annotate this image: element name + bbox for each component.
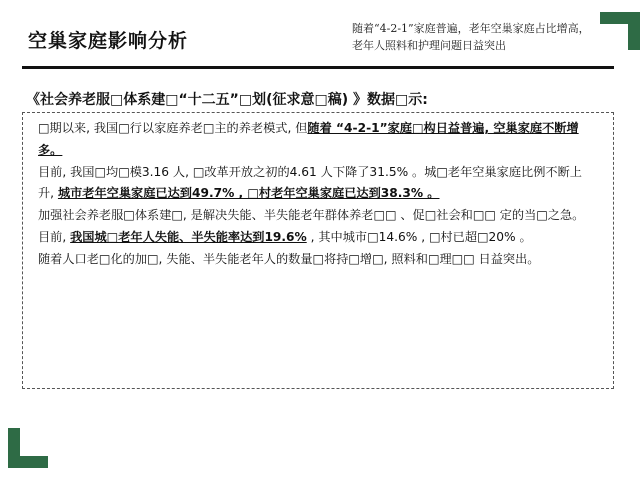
body-text [38, 118, 594, 271]
page-title: 空巢家庭影响分析 [28, 30, 189, 52]
corner-bracket-icon [596, 10, 640, 50]
highlight-text: 我国城□老年人失能、半失能率达到19.6% [70, 229, 307, 244]
paragraph-text: 加强社会养老服□体系建□, 是解决失能、半失能老年群体养老□□ 、促□社会和□□ 定的当□之急。 [38, 208, 585, 223]
paragraph-text: 目前, 我国□均□模3.16 人, □改革开放之初的4.61 人下降了31.5% 。城□老年空巢家庭比例不断上升, [38, 164, 582, 201]
paragraph [38, 205, 594, 227]
corner-bracket-icon [8, 428, 48, 468]
top-note: 随着“4-2-1”家庭普遍，老年空巢家庭占比增高，老年人照料和护理问题日益突出 [352, 22, 590, 52]
paragraph [38, 118, 594, 162]
paragraph-text: 目前, [38, 229, 71, 244]
highlight-text: 随着 “4-2-1”家庭□构日益普遍, 空巢家庭不断增多。 [38, 121, 579, 157]
highlight-text: 城市老年空巢家庭已达到49.7% , □村老年空巢家庭已达到38.3% 。 [57, 186, 440, 201]
paragraph [38, 249, 594, 271]
paragraph [38, 162, 594, 206]
section-heading: 《社会养老服□体系建□“十二五”□划(征求意□稿) 》数据□示: [26, 92, 428, 108]
title-divider [22, 66, 614, 69]
paragraph-text: , 其中城市□14.6% , □村已超□20% 。 [306, 229, 532, 244]
paragraph [38, 227, 594, 249]
paragraph-text: □期以来, 我国□行以家庭养老□主的养老模式, 但 [38, 121, 308, 135]
paragraph-text: 随着人口老□化的加□, 失能、半失能老年人的数量□将持□增□, 照料和□理□□ 日益突出。 [38, 251, 540, 266]
